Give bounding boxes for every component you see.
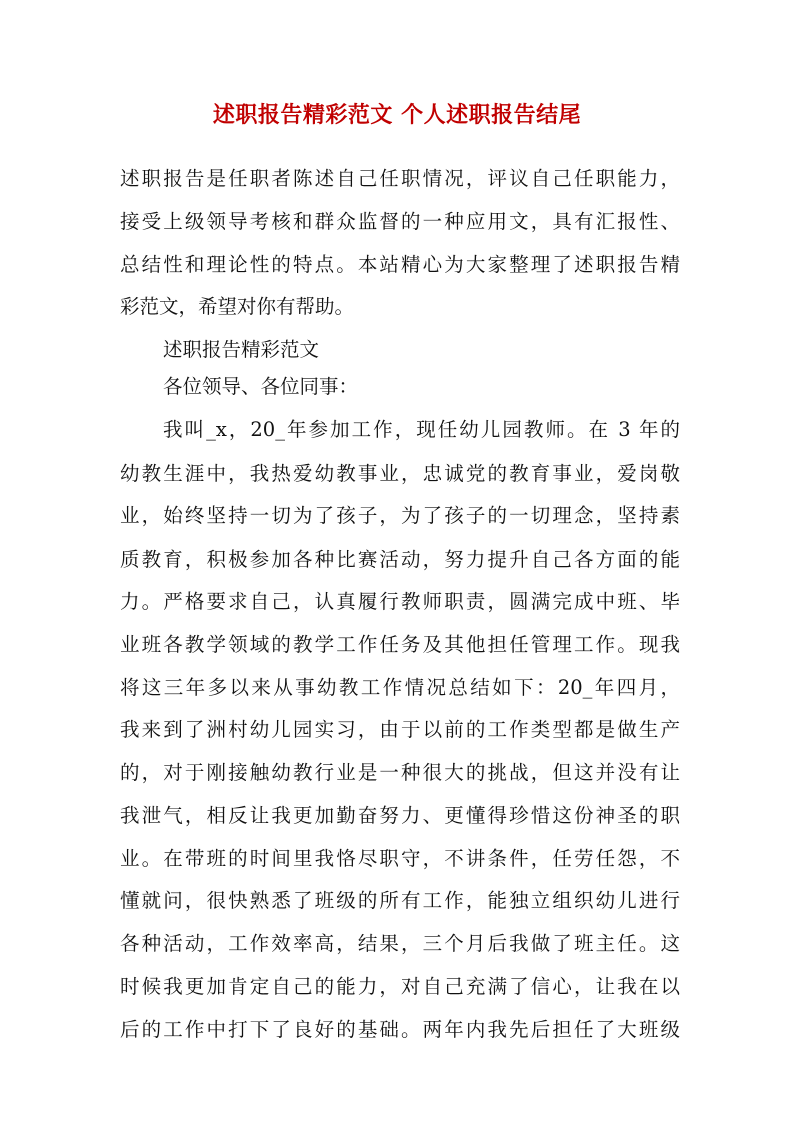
paragraph-line: 后的工作中打下了良好的基础。两年内我先后担任了大班级 [120,1018,680,1041]
paragraph-line: 幼教生涯中，我热爱幼教事业，忠诚党的教育事业，爱岗敬 [120,462,680,485]
paragraph-line: 时候我更加肯定自己的能力，对自己充满了信心，让我在以 [120,975,680,998]
paragraph-line: 总结性和理论性的特点。本站精心为大家整理了述职报告精 [120,253,680,276]
paragraph-line: 各种活动，工作效率高，结果，三个月后我做了班主任。这 [120,932,680,955]
document-title: 述职报告精彩范文 个人述职报告结尾 [212,102,582,128]
paragraph-line: 述职报告是任职者陈述自己任职情况，评议自己任职能力， [120,167,680,190]
paragraph-line: 我来到了洲村幼儿园实习，由于以前的工作类型都是做生产 [120,718,680,741]
paragraph-line: 业班各教学领域的教学工作任务及其他担任管理工作。现我 [120,633,680,656]
paragraph-line: 业。在带班的时间里我恪尽职守，不讲条件，任劳任怨，不 [120,847,680,870]
paragraph-line: 质教育，积极参加各种比赛活动，努力提升自己各方面的能 [120,548,680,571]
paragraph-line: 的，对于刚接触幼教行业是一种很大的挑战，但这并没有让 [120,761,680,784]
paragraph-line: 力。严格要求自己，认真履行教师职责，圆满完成中班、毕 [120,590,680,613]
paragraph-line: 将这三年多以来从事幼教工作情况总结如下：20_年四月， [120,676,680,699]
section-heading: 述职报告精彩范文 [163,338,320,361]
paragraph-line: 彩范文，希望对你有帮助。 [120,295,355,318]
paragraph-line: 业，始终坚持一切为了孩子，为了孩子的一切理念，坚持素 [120,504,680,527]
paragraph-line: 我泄气，相反让我更加勤奋努力、更懂得珍惜这份神圣的职 [120,804,680,827]
paragraph-line: 接受上级领导考核和群众监督的一种应用文，具有汇报性、 [120,210,680,233]
paragraph-line: 我叫_x，20_年参加工作，现任幼儿园教师。在 3 年的 [163,418,680,441]
paragraph-line: 懂就问，很快熟悉了班级的所有工作，能独立组织幼儿进行 [120,889,680,912]
salutation: 各位领导、各位同事： [163,375,359,398]
